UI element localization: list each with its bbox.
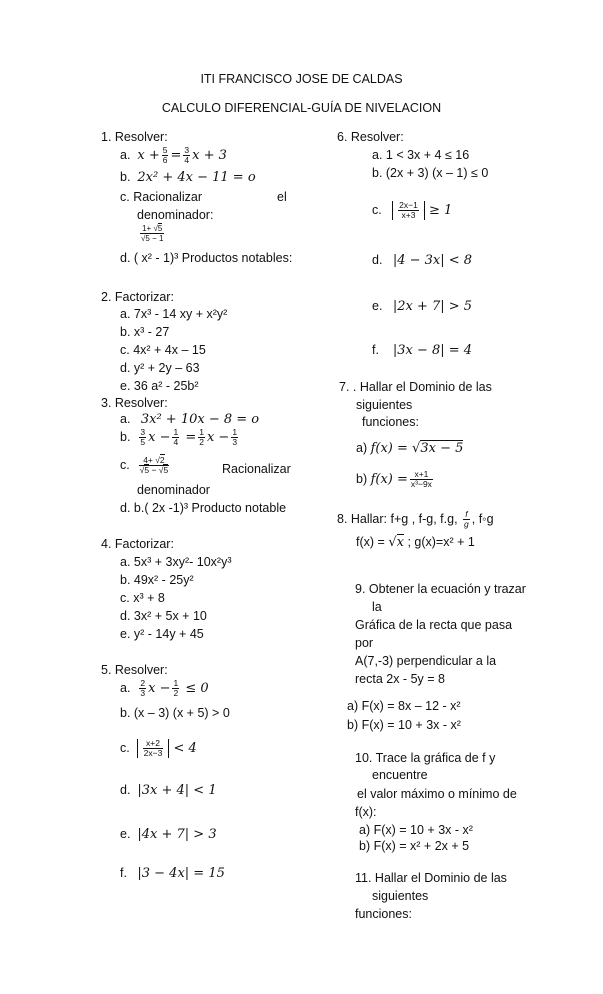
s10-line3: el valor máximo o mínimo de bbox=[357, 787, 517, 801]
s1-item-a: a. x + $\frac{5}{6}$ = $\frac{3}{4}$ x + 3 bbox=[120, 145, 227, 165]
s2-item: d. y² + 2y – 63 bbox=[120, 361, 200, 375]
s5-item-d: d. |3x + 4| < 1 bbox=[120, 783, 217, 798]
s5-item-a: a. $\frac{2}{3}$ x − $\frac{1}{2}$ ≤ 0 bbox=[120, 678, 209, 698]
s1-item-c-word: el bbox=[277, 190, 287, 204]
s1-item-c-line2: denominador: bbox=[137, 208, 214, 222]
s3-item-d: d. b.( 2x -1)³ Producto notable bbox=[120, 501, 287, 515]
s4-title: 4. Factorizar: bbox=[101, 537, 174, 551]
s1-item-c-line1: c. Racionalizar bbox=[120, 190, 202, 204]
s1-item-d: d. ( x² - 1)³ Productos notables: bbox=[120, 251, 293, 265]
s10-line2: encuentre bbox=[372, 768, 428, 782]
s5-item-f: f. |3 − 4x| = 15 bbox=[120, 866, 225, 881]
s6-item-a: a. 1 < 3x + 4 ≤ 16 bbox=[372, 148, 470, 162]
s2-title: 2. Factorizar: bbox=[101, 290, 174, 304]
s6-item-c: c. $\frac{2x-1}{x+3}$ ≥ 1 bbox=[372, 200, 453, 220]
s3-title: 3. Resolver: bbox=[101, 396, 168, 410]
s6-item-d: d. |4 − 3x| < 8 bbox=[372, 253, 473, 268]
s1-title: 1. Resolver: bbox=[101, 130, 168, 144]
s4-item: e. y² - 14y + 45 bbox=[120, 627, 204, 641]
s1-item-c-fraction: $\frac{1+ √5}{√5 - 1}$ bbox=[141, 224, 164, 243]
s8-defs: f(x) = √x ; g(x)=x² + 1 bbox=[356, 535, 475, 550]
s5-item-e: e. |4x + 7| > 3 bbox=[120, 827, 217, 842]
s3-item-a: a. 3x² + 10x − 8 = o bbox=[120, 412, 260, 427]
s10-line1: 10. Trace la gráfica de f y bbox=[355, 751, 496, 765]
s4-item: b. 49x² - 25y² bbox=[120, 573, 194, 587]
s9-line6: recta 2x - 5y = 8 bbox=[355, 672, 445, 686]
s5-title: 5. Resolver: bbox=[101, 663, 168, 677]
s9-line4: por bbox=[355, 636, 374, 650]
s2-item: b. x³ - 27 bbox=[120, 325, 170, 339]
s9-line3: Gráfica de la recta que pasa bbox=[355, 618, 513, 632]
s9-item-b: b) F(x) = 10 + 3x - x² bbox=[347, 718, 461, 732]
s10-line4: f(x): bbox=[355, 805, 377, 819]
s3-item-b: b. $\frac{3}{5}$ x − $\frac{1}{4}$ = $\frac{1}{2}$ x − $\frac{1}{3}$ bbox=[120, 427, 238, 447]
s3-item-c: c. $\frac{4+ √2}{√5 - √5}$ bbox=[120, 455, 169, 475]
s11-line2: siguientes bbox=[372, 889, 429, 903]
s2-item: e. 36 a² - 25b² bbox=[120, 379, 199, 393]
s9-line2: la bbox=[372, 600, 382, 614]
s9-line5: A(7,-3) perpendicular a la bbox=[355, 654, 497, 668]
s6-title: 6. Resolver: bbox=[337, 130, 404, 144]
s4-item: a. 5x³ + 3xy²- 10x²y³ bbox=[120, 555, 232, 569]
s11-line3: funciones: bbox=[355, 907, 412, 921]
s8-title: 8. Hallar: f+g , f-g, f.g, $\frac{f}{g}$ , f◦g bbox=[337, 509, 494, 529]
guide-title: CALCULO DIFERENCIAL-GUÍA DE NIVELACION bbox=[161, 101, 442, 115]
s2-item: c. 4x² + 4x – 15 bbox=[120, 343, 206, 357]
s5-item-c: c. $\frac{x+2}{2x-3}$ < 4 bbox=[120, 738, 197, 758]
s7-item-b: b) f(x) = $\frac{x+1}{\text{x³−9x}}$ bbox=[356, 469, 432, 489]
s7-title-line2: siguientes bbox=[356, 398, 413, 412]
s7-title-line1: 7. . Hallar el Dominio de las bbox=[339, 380, 492, 394]
s10-item-b: b) F(x) = x² + 2x + 5 bbox=[359, 839, 470, 853]
s7-title-line3: funciones: bbox=[362, 415, 419, 429]
s10-item-a: a) F(x) = 10 + 3x - x² bbox=[359, 823, 473, 837]
s3-item-c-line2: denominador bbox=[137, 483, 210, 497]
s4-item: d. 3x² + 5x + 10 bbox=[120, 609, 207, 623]
s3-item-c-word: Racionalizar bbox=[222, 462, 291, 476]
s9-line1: 9. Obtener la ecuación y trazar bbox=[355, 582, 526, 596]
s2-item: a. 7x³ - 14 xy + x²y² bbox=[120, 307, 228, 321]
s6-item-b: b. (2x + 3) (x – 1) ≤ 0 bbox=[372, 166, 489, 180]
s5-item-b: b. (x – 3) (x + 5) > 0 bbox=[120, 706, 230, 720]
s9-item-a: a) F(x) = 8x – 12 - x² bbox=[347, 699, 461, 713]
school-name: ITI FRANCISCO JOSE DE CALDAS bbox=[200, 72, 403, 86]
s7-item-a: a) f(x) = √3x − 5 bbox=[356, 441, 464, 456]
s1-item-b: b. 2x² + 4x − 11 = o bbox=[120, 170, 256, 185]
s6-item-e: e. |2x + 7| > 5 bbox=[372, 299, 473, 314]
s11-line1: 11. Hallar el Dominio de las bbox=[355, 871, 507, 885]
s4-item: c. x³ + 8 bbox=[120, 591, 165, 605]
s6-item-f: f. |3x − 8| = 4 bbox=[372, 343, 473, 358]
